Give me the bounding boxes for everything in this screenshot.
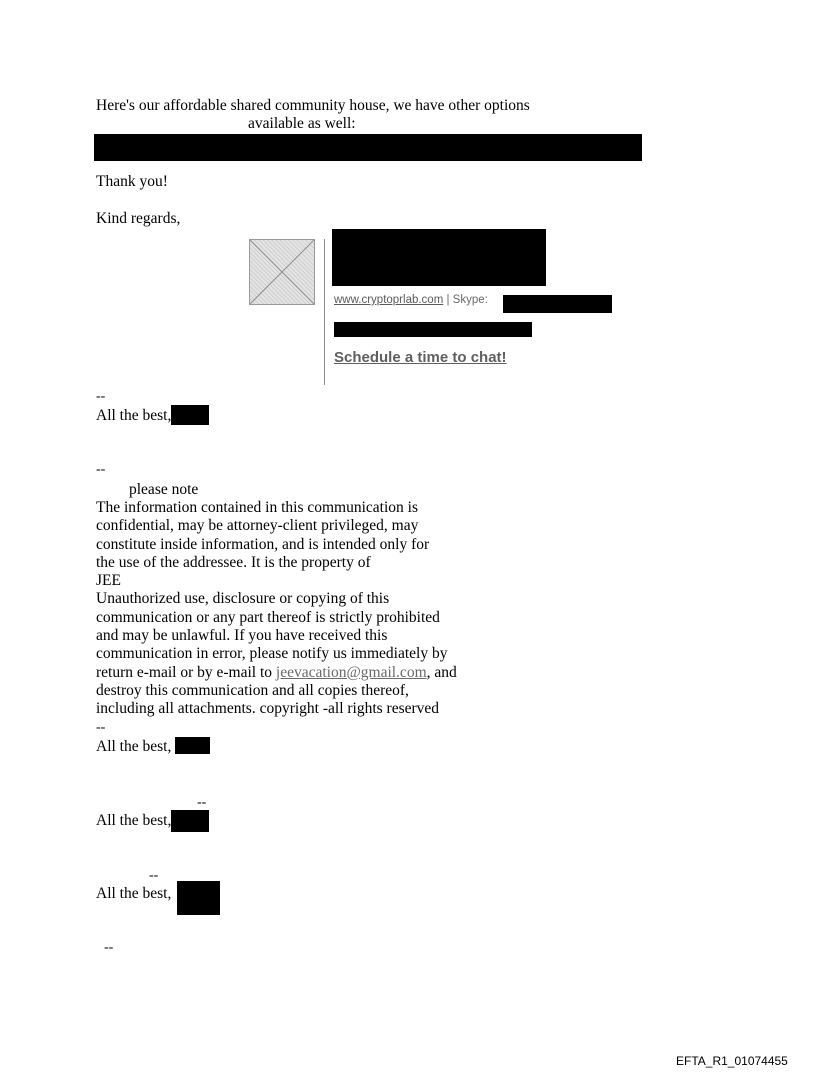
email-link[interactable]: jeevacation@gmail.com (275, 663, 427, 681)
notice-line: and may be unlawful. If you have received this (96, 627, 388, 645)
signature-line-redaction (334, 322, 532, 337)
skype-label: | Skype: (443, 294, 488, 306)
all-the-best-text: All the best, (96, 885, 172, 902)
all-the-best-text: All the best, (96, 407, 172, 424)
notice-line: The information contained in this communication is (96, 499, 418, 516)
name-redaction (177, 881, 220, 915)
notice-line: destroy this communication and all copies thereof, (96, 681, 409, 699)
document-id: EFTA_R1_01074455 (676, 1054, 788, 1068)
name-redaction (171, 405, 209, 425)
notice-line: including all attachments. copyright -all rights reserved (96, 700, 440, 718)
notice-line: JEE (96, 572, 121, 590)
notice-line: Unauthorized use, disclosure or copying of this (96, 590, 390, 608)
separator-dash: -- (104, 940, 114, 955)
notice-text: , and (426, 663, 457, 681)
notice-line: constitute inside information, and is intended only for (96, 535, 430, 553)
schedule-chat-link[interactable]: Schedule a time to chat! (334, 349, 507, 366)
notice-line: communication or any part thereof is strictly prohibited (96, 608, 440, 626)
all-the-best-text: All the best, (96, 738, 172, 755)
signature-name-redaction (332, 229, 546, 286)
separator-dash: -- (197, 795, 207, 810)
separator-dash: -- (96, 462, 106, 477)
separator-dash: -- (96, 720, 106, 735)
thank-you-text: Thank you! (96, 173, 168, 190)
intro-text-line-2: available as well: (248, 115, 356, 132)
broken-image-icon (249, 239, 315, 305)
redaction-bar (94, 134, 642, 161)
website-link[interactable]: www.cryptoprlab.com (334, 294, 444, 306)
confidentiality-notice (96, 499, 457, 719)
skype-redaction (503, 295, 612, 313)
notice-line: confidential, may be attorney-client privileged, may (96, 517, 419, 535)
please-note-text: please note (129, 481, 199, 498)
notice-line (96, 664, 457, 682)
notice-line: the use of the addressee. It is the property of (96, 553, 371, 571)
intro-text-line-1: Here's our affordable shared community house, we have other options (96, 97, 530, 114)
kind-regards-text: Kind regards, (96, 210, 181, 227)
name-redaction (171, 810, 209, 832)
signature-links-line (334, 294, 488, 306)
signature-divider (324, 239, 325, 385)
notice-text: return e-mail or by e-mail to (96, 663, 276, 681)
name-redaction (175, 737, 210, 754)
separator-dash: -- (96, 389, 106, 404)
all-the-best-text: All the best, (96, 812, 172, 829)
notice-line: communication in error, please notify us immediately by (96, 645, 448, 663)
separator-dash: -- (149, 868, 159, 883)
